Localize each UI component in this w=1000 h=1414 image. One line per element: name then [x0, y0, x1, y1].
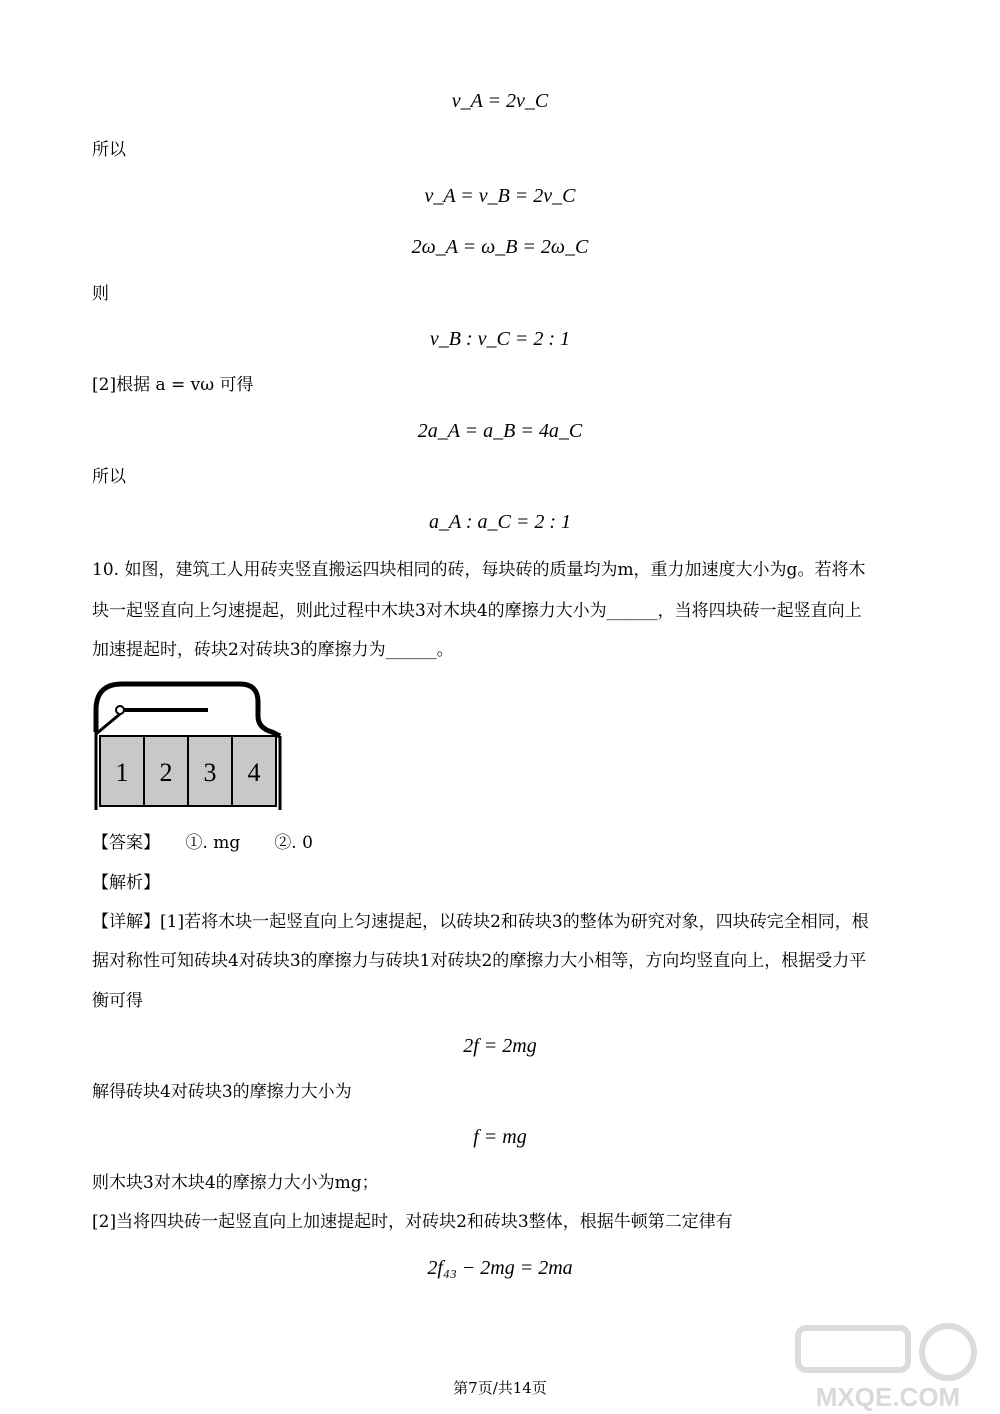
detail-line-1: 【详解】[1]若将木块一起竖直向上匀速提起，以砖块2和砖块3的整体为研究对象，四块砖完全相同，根 — [92, 912, 869, 932]
answer-line: 【答案】 ①. mg ②. 0 — [92, 833, 313, 853]
question-10-line-1: 10. 如图，建筑工人用砖夹竖直搬运四块相同的砖，每块砖的质量均为m，重力加速度大小为g。若将木 — [92, 560, 866, 580]
watermark-logo — [788, 1318, 988, 1414]
brick-2-label: 2 — [159, 758, 173, 787]
label-suoyi-2: 所以 — [92, 467, 126, 487]
label-ze: 则 — [92, 284, 109, 304]
equation-2f-2mg: 2f = 2mg — [463, 1035, 537, 1057]
brick-3-label: 3 — [203, 758, 217, 787]
part2-line: [2]当将四块砖一起竖直向上加速提起时，对砖块2和砖块3整体，根据牛顿第二定律有 — [92, 1212, 733, 1232]
question-10-line-3: 加速提起时，砖块2对砖块3的摩擦力为______。 — [92, 640, 454, 660]
label-suoyi-1: 所以 — [92, 140, 126, 160]
equation-va-vc: v_A = 2v_C — [451, 90, 549, 112]
equation-f-mg: f = mg — [473, 1126, 527, 1148]
equation-a-ratio: a_A : a_C = 2 : 1 — [428, 511, 571, 533]
solve-line: 解得砖块4对砖块3的摩擦力大小为 — [92, 1082, 352, 1102]
conclusion-line: 则木块3对木块4的摩擦力大小为mg； — [92, 1173, 379, 1193]
clamp-left-arm — [96, 714, 120, 734]
analysis-label: 【解析】 — [92, 873, 160, 893]
detail-line-2: 据对称性可知砖块4对砖块3的摩擦力与砖块1对砖块2的摩擦力大小相等，方向均竖直向上，根据受力平 — [92, 951, 867, 971]
equation-acceleration: 2a_A = a_B = 4a_C — [417, 420, 583, 442]
brick-clamp-figure — [90, 680, 290, 820]
brick-4-label: 4 — [247, 758, 261, 787]
brick-1-label: 1 — [115, 758, 129, 787]
question-10-line-2: 块一起竖直向上匀速提起，则此过程中木块3对木块4的摩擦力大小为______，当将四块砖一起竖直向上 — [92, 601, 862, 621]
equation-newton-second: 2f₄₃ − 2mg = 2ma — [427, 1257, 573, 1279]
detail-line-3: 衡可得 — [92, 991, 143, 1011]
svg-text:MXQE.COM: MXQE.COM — [815, 1382, 961, 1412]
equation-omega: 2ω_A = ω_B = 2ω_C — [411, 236, 589, 258]
page-footer: 第7页/共14页 — [453, 1379, 547, 1397]
equation-vb-vc-ratio: v_B : v_C = 2 : 1 — [429, 328, 571, 350]
clamp-pivot — [116, 706, 124, 714]
line-basis: [2]根据 a = vω 可得 — [92, 375, 254, 395]
equation-va-vb-vc: v_A = v_B = 2v_C — [424, 185, 576, 207]
